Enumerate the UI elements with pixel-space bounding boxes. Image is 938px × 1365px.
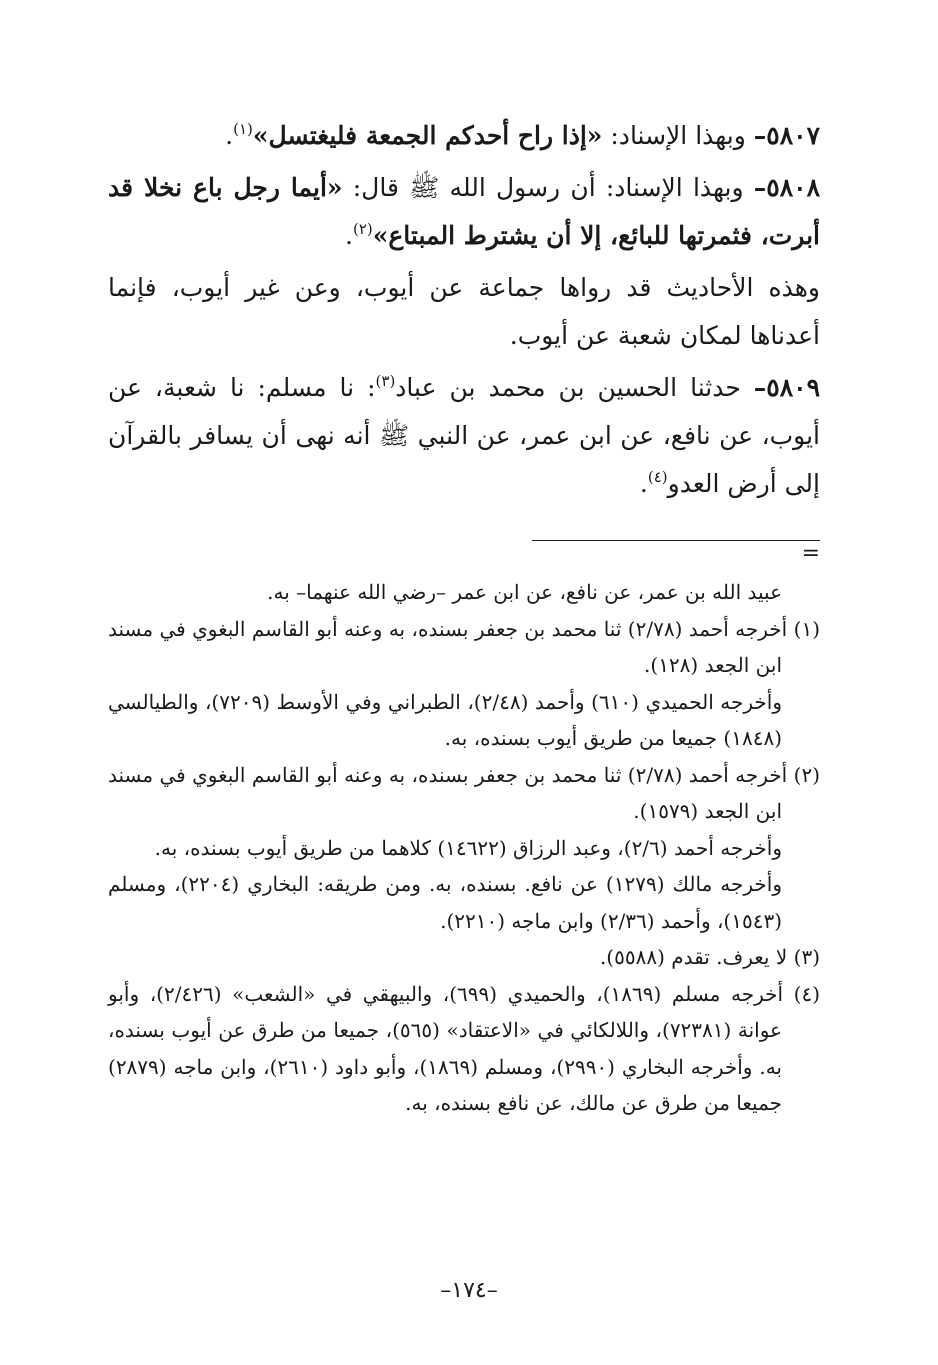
footnote-continued: عبيد الله بن عمر، عن نافع، عن ابن عمر –رضي الله عنهما– به.: [267, 580, 782, 604]
continuation-mark: =: [801, 541, 820, 566]
hadith-number: ٥٨٠٩–: [753, 373, 821, 402]
footnotes: [108, 574, 820, 1122]
footnote-ref[interactable]: (٢): [352, 220, 373, 238]
footnote-2: (٢) أخرجه أحمد (٢/٧٨) ثنا محمد بن جعفر بسنده، به وعنه أبو القاسم البغوي في مسند ابن الجعد (١٥٧٩).: [108, 762, 820, 823]
isnad-text: وبهذا الإسناد:: [602, 121, 754, 150]
footnote-2-continued: وأخرجه مالك (١٢٧٩) عن نافع. بسنده، به. ومن طريقه: البخاري (٢٢٠٤)، ومسلم (١٥٤٣)، وأحمد (٢/٣٦) وابن ماجه (٢٢١٠).: [108, 872, 782, 933]
hadith-number: ٥٨٠٧–: [753, 121, 820, 150]
hadith-5809: ٥٨٠٩– حدثنا الحسين بن محمد بن عباد$^{(٣)}$: نا مسلم: نا شعبة، عن أيوب، عن نافع، عن ابن عمر، عن النبي ﷺ أنه نهى أن يسافر بالقرآن إلى أرض العدو$^{(٤)}$.: [108, 372, 821, 498]
footnote-2-continued: وأخرجه أحمد (٢/٦)، وعبد الرزاق (١٤٦٢٢) كلاهما من طريق أيوب بسنده، به.: [154, 835, 782, 860]
main-text: [108, 112, 820, 508]
page-number: –١٧٤–: [440, 1278, 498, 1303]
footnote-ref[interactable]: (٤): [647, 468, 668, 486]
hadith-quote: «إذا راح أحدكم الجمعة فليغتسل»: [252, 121, 603, 150]
footnote-ref[interactable]: (١): [233, 120, 253, 138]
footnote-separator: [108, 534, 820, 566]
hadith-number: ٥٨٠٨–: [753, 173, 820, 202]
hadith-5808: ٥٨٠٨– وبهذا الإسناد: أن رسول الله ﷺ قال: «أيما رجل باع نخلا قد أبرت، فثمرتها للبائع، إلا أن يشترط المبتاع»$^{(٢)}$.: [108, 173, 820, 250]
footnote-3: (٣) لا يعرف. تقدم (٥٥٨٨).: [599, 945, 820, 969]
hadith-5807: ٥٨٠٧– وبهذا الإسناد: «إذا راح أحدكم الجمعة فليغتسل»$^{(١)}$.: [225, 120, 820, 150]
isnad-text: وبهذا الإسناد: أن رسول الله ﷺ قال:: [342, 173, 754, 202]
footnote-1: (١) أخرجه أحمد (٢/٧٨) ثنا محمد بن جعفر بسنده، به وعنه أبو القاسم البغوي في مسند ابن الجعد (١٢٨).: [108, 616, 820, 677]
footnote-4: (٤) أخرجه مسلم (١٨٦٩)، والحميدي (٦٩٩)، والبيهقي في «الشعب» (٢/٤٢٦)، وأبو عوانة (٧٢٣٨١)، واللالكائي في «الاعتقاد» (٥٦٥)، جميعا من طرق عن أيوب بسنده، به. وأخرجه البخاري (٢٩٩٠)، ومسلم (١٨٦٩)، وأبو داود (٢٦١٠)، وابن ماجه (٢٨٧٩) جميعا من طرق عن مالك، عن نافع بسنده، به.: [108, 981, 821, 1115]
hadith-text: : نا مسلم: نا شعبة، عن أيوب، عن نافع، عن ابن عمر، عن النبي ﷺ أنه نهى أن يسافر بالقرآن إلى أرض العدو: [108, 373, 820, 498]
author-comment: وهذه الأحاديث قد رواها جماعة عن أيوب، وعن غير أيوب، فإنما أعدناها لمكان شعبة عن أيوب.: [108, 273, 820, 350]
footnote-1-continued: وأخرجه الحميدي (٦١٠) وأحمد (٢/٤٨)، الطبراني وفي الأوسط (٧٢٠٩)، والطيالسي (١٨٤٨) جميعا من طريق أيوب بسنده، به.: [108, 689, 782, 750]
footnote-ref[interactable]: (٣): [375, 372, 396, 390]
isnad-text: حدثنا الحسين بن محمد بن عباد: [395, 373, 754, 402]
hadith-quote: «أيما رجل باع نخلا قد أبرت، فثمرتها للبائع، إلا أن يشترط المبتاع»: [108, 173, 820, 250]
separator-line: [532, 540, 820, 541]
